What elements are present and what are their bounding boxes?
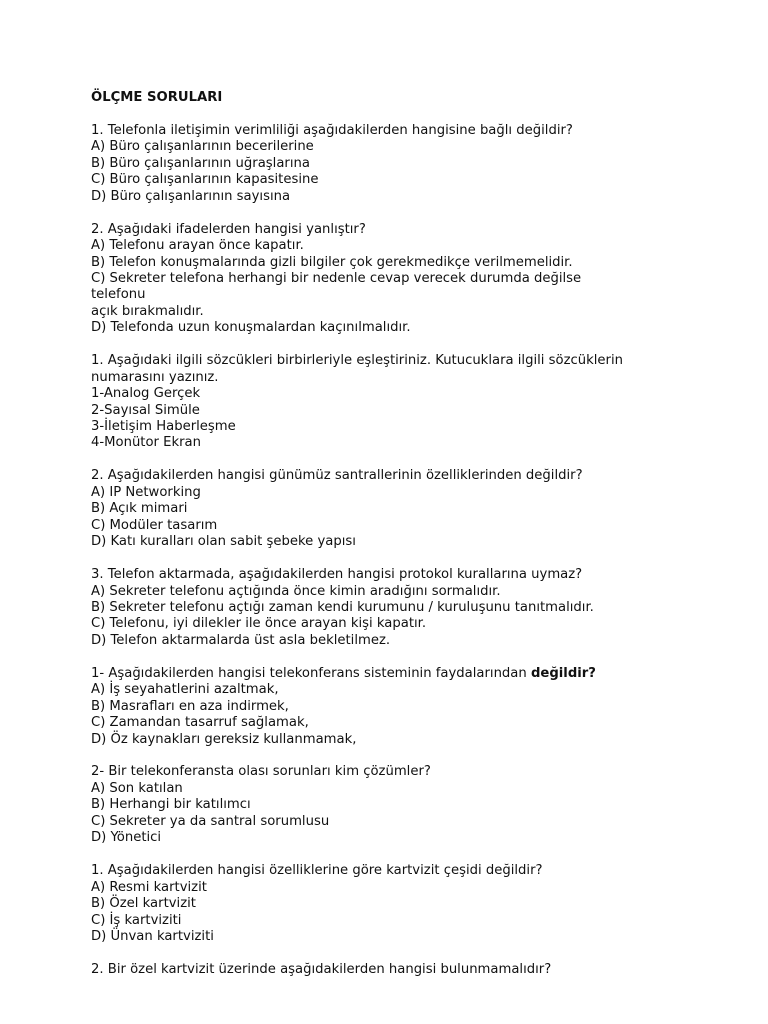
option-d: D) Öz kaynakları gereksiz kullanmamak,	[91, 731, 357, 747]
spacer	[91, 551, 751, 567]
option-d: D) Katı kuralları olan sabit şebeke yapısı	[91, 534, 356, 550]
question-block	[91, 567, 751, 649]
option-d: D) Ünvan kartviziti	[91, 928, 214, 944]
question-text	[91, 666, 751, 682]
question-block	[91, 353, 751, 452]
option-a: A) Telefonu arayan önce kapatır.	[91, 238, 304, 254]
match-item: 1-Analog Gerçek	[91, 386, 201, 402]
option-b: B) Büro çalışanlarının uğraşlarına	[91, 155, 310, 171]
option-b: B) Herhangi bir katılımcı	[91, 797, 251, 813]
question-block	[91, 468, 751, 550]
page-title: ÖLÇME SORULARI	[91, 90, 223, 105]
question-block	[91, 123, 751, 205]
question-block	[91, 666, 751, 748]
question-text: 3. Telefon aktarmada, aşağıdakilerden hangisi protokol kurallarına uymaz?	[91, 567, 583, 583]
question-emphasis: değildir?	[530, 665, 596, 681]
match-item: 4-Monütor Ekran	[91, 435, 201, 451]
spacer	[91, 106, 751, 122]
option-b: B) Sekreter telefonu açtığı zaman kendi kurumunu / kuruluşunu tanıtmalıdır.	[91, 599, 594, 615]
question-text-continued: numarasını yazınız.	[91, 369, 219, 385]
option-a: A) İş seyahatlerini azaltmak,	[91, 682, 279, 698]
option-c: C) Modüler tasarım	[91, 517, 218, 533]
spacer	[91, 205, 751, 221]
option-d: D) Büro çalışanlarının sayısına	[91, 188, 291, 204]
option-a: A) Resmi kartvizit	[91, 879, 207, 895]
option-c-continued: açık bırakmalıdır.	[91, 303, 204, 319]
option-c: C) Sekreter telefona herhangi bir nedenle cevap verecek durumda değilse	[91, 270, 582, 286]
option-c: C) Zamandan tasarruf sağlamak,	[91, 715, 309, 731]
document-body	[91, 90, 751, 978]
question-text: 2. Bir özel kartvizit üzerinde aşağıdakilerden hangisi bulunmamalıdır?	[91, 961, 552, 977]
option-d: D) Yönetici	[91, 830, 162, 846]
option-c: C) Sekreter ya da santral sorumlusu	[91, 813, 330, 829]
option-a: A) Son katılan	[91, 780, 183, 796]
option-a: A) Sekreter telefonu açtığında önce kimin aradığını sormalıdır.	[91, 583, 501, 599]
option-a: A) IP Networking	[91, 484, 201, 500]
option-b: B) Masrafları en aza indirmek,	[91, 698, 289, 714]
question-text: 2. Aşağıdakilerden hangisi günümüz santrallerinin özelliklerinden değildir?	[91, 468, 583, 484]
spacer	[91, 337, 751, 353]
spacer	[91, 649, 751, 665]
option-c: C) Büro çalışanlarının kapasitesine	[91, 172, 319, 188]
spacer	[91, 748, 751, 764]
option-c-continued: telefonu	[91, 287, 146, 303]
question-text: 2. Aşağıdaki ifadelerden hangisi yanlıştır?	[91, 221, 366, 237]
option-d: D) Telefonda uzun konuşmalardan kaçınılmalıdır.	[91, 320, 411, 336]
question-block	[91, 962, 751, 978]
question-text: 2- Bir telekonferansta olası sorunları kim çözümler?	[91, 764, 431, 780]
question-text: 1. Telefonla iletişimin verimliliği aşağıdakilerden hangisine bağlı değildir?	[91, 122, 573, 138]
question-block	[91, 764, 751, 846]
option-b: B) Özel kartvizit	[91, 896, 196, 912]
match-item: 3-İletişim Haberleşme	[91, 419, 236, 435]
match-item: 2-Sayısal Simüle	[91, 402, 200, 418]
option-b: B) Telefon konuşmalarında gizli bilgiler çok gerekmedikçe verilmemelidir.	[91, 254, 573, 270]
question-block	[91, 863, 751, 945]
option-b: B) Açık mimari	[91, 501, 188, 517]
spacer	[91, 847, 751, 863]
option-c: C) Telefonu, iyi dilekler ile önce arayan kişi kapatır.	[91, 616, 427, 632]
question-text: 1. Aşağıdaki ilgili sözcükleri birbirleriyle eşleştiriniz. Kutucuklara ilgili sözcüklerin	[91, 353, 623, 369]
question-text-prefix: 1- Aşağıdakilerden hangisi telekonferans sisteminin faydalarından	[91, 665, 531, 681]
spacer	[91, 452, 751, 468]
option-a: A) Büro çalışanlarının becerilerine	[91, 139, 314, 155]
question-text: 1. Aşağıdakilerden hangisi özelliklerine göre kartvizit çeşidi değildir?	[91, 863, 543, 879]
option-c: C) İş kartviziti	[91, 912, 182, 928]
option-d: D) Telefon aktarmalarda üst asla bekletilmez.	[91, 632, 391, 648]
spacer	[91, 945, 751, 961]
question-block	[91, 222, 751, 337]
